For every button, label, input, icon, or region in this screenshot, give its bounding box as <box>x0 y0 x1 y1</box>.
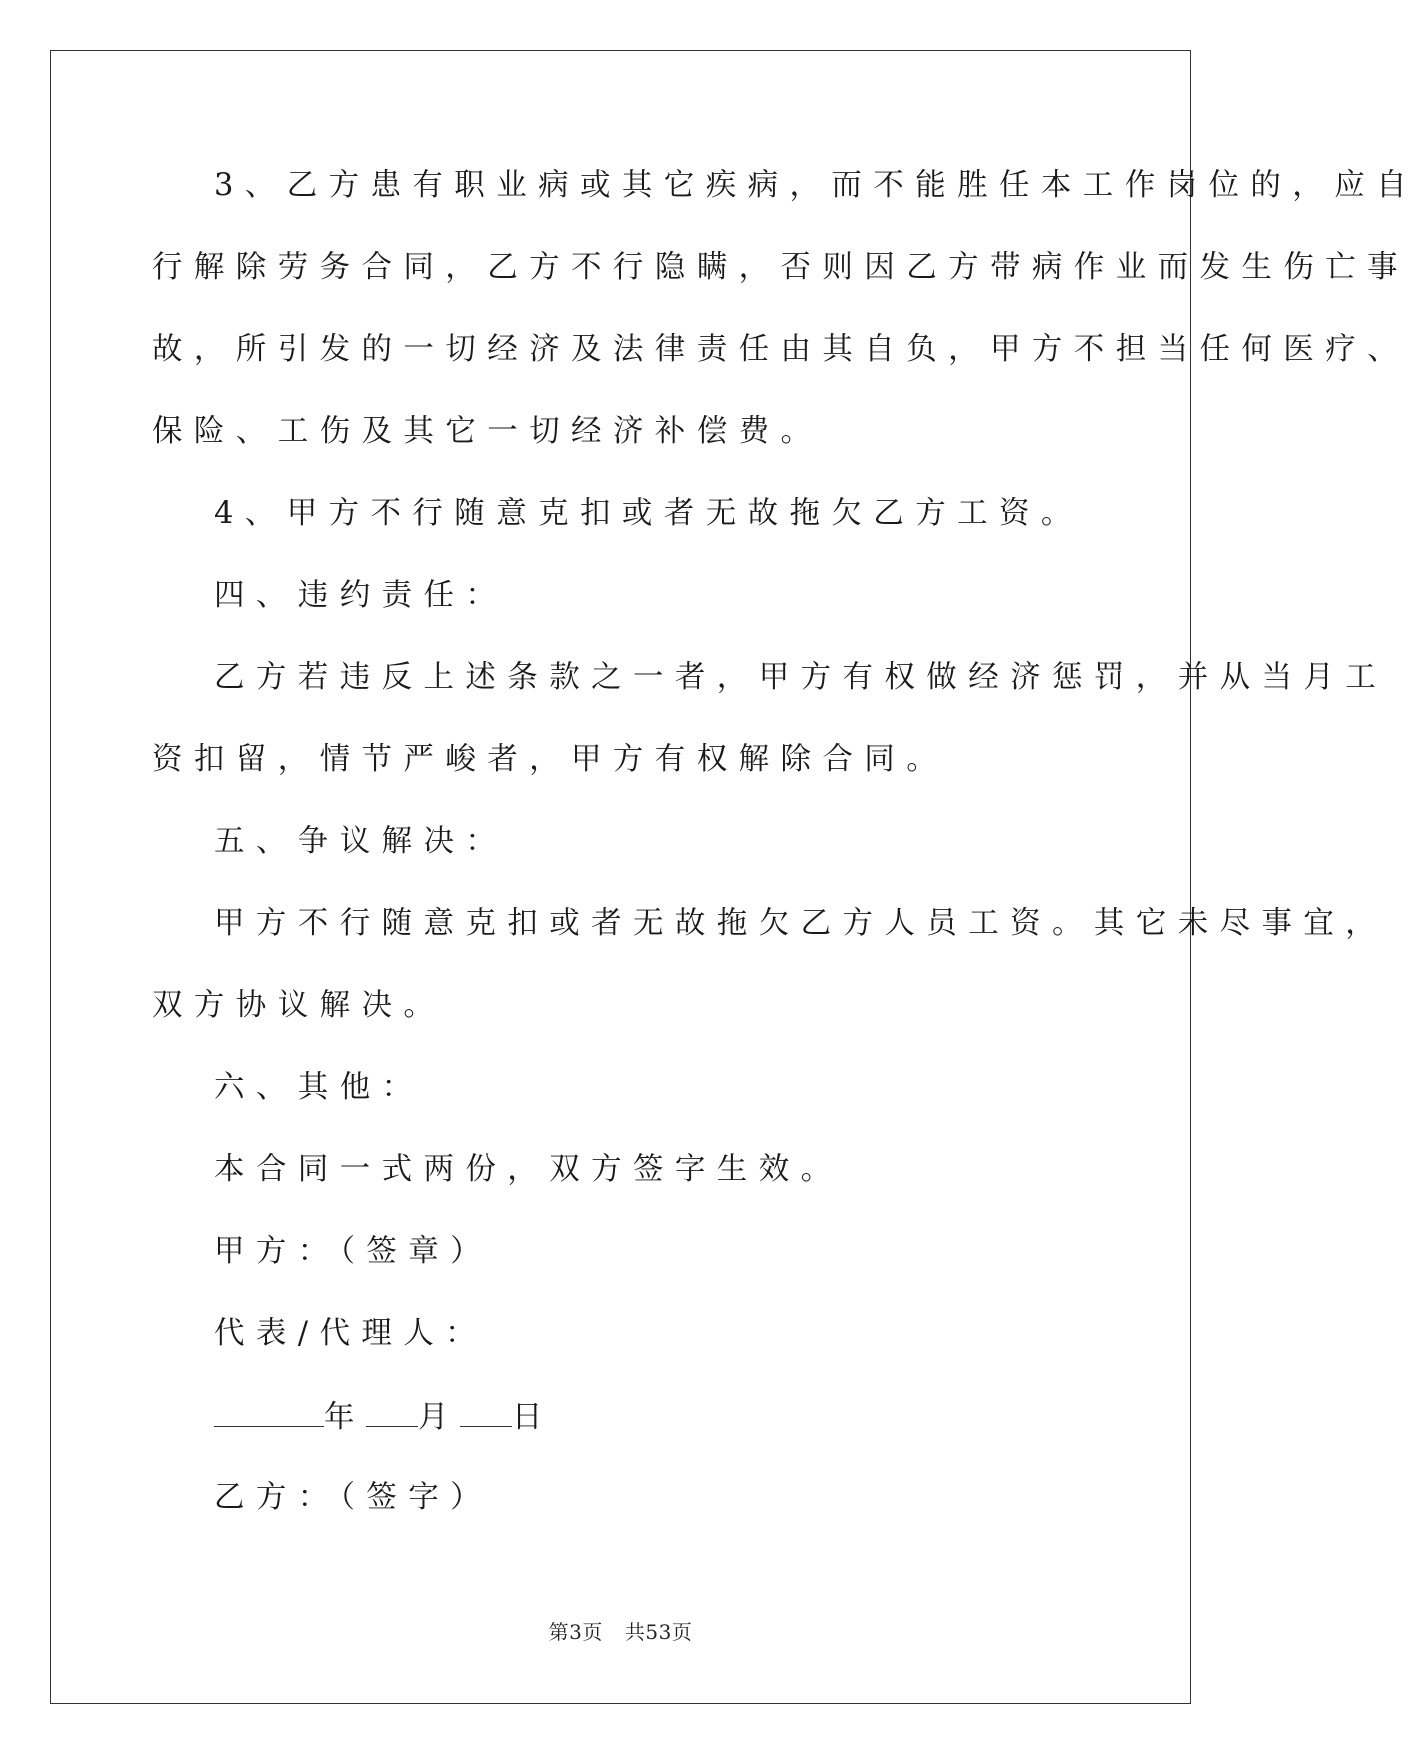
paragraph-line: 双方协议解决。 <box>152 988 446 1023</box>
total-prefix: 共 <box>624 1620 646 1644</box>
month-blank <box>366 1390 418 1427</box>
paragraph-line: 保险、工伤及其它一切经济补偿费。 <box>152 414 823 449</box>
day-label: 日 <box>511 1400 554 1435</box>
year-blank <box>214 1390 324 1427</box>
paragraph-line: 乙方若违反上述条款之一者，甲方有权做经济惩罚，并从当月工 <box>214 660 1388 695</box>
section-heading: 五、争议解决： <box>214 824 508 859</box>
section-heading: 四、违约责任： <box>214 578 508 613</box>
paragraph-line: 甲方不行随意克扣或者无故拖欠乙方人员工资。其它未尽事宜， <box>214 906 1388 941</box>
month-label: 月 <box>417 1400 460 1435</box>
party-a-signature: 甲方：（签章） <box>214 1234 493 1269</box>
paragraph-line: 4、甲方不行随意克扣或者无故拖欠乙方工资。 <box>214 496 1083 531</box>
page-prefix: 第 <box>548 1620 570 1644</box>
document-body <box>152 160 1418 1554</box>
paragraph-line: 故，所引发的一切经济及法律责任由其自负，甲方不担当任何医疗、 <box>152 332 1409 367</box>
page-suffix: 页 <box>582 1620 603 1644</box>
paragraph-line: 3、乙方患有职业病或其它疾病，而不能胜任本工作岗位的，应自 <box>214 168 1418 203</box>
day-blank <box>460 1390 512 1427</box>
section-heading: 六、其他： <box>214 1070 424 1105</box>
page-footer <box>0 1616 1241 1645</box>
party-b-signature: 乙方：（签字） <box>214 1480 493 1515</box>
paragraph-line: 行解除劳务合同，乙方不行隐瞒，否则因乙方带病作业而发生伤亡事 <box>152 250 1409 285</box>
representative-line: 代表/代理人： <box>214 1316 488 1351</box>
year-label: 年 <box>324 1400 366 1435</box>
page-number: 3 <box>569 1620 583 1644</box>
total-pages: 53 <box>645 1620 672 1644</box>
total-suffix: 页 <box>671 1620 693 1644</box>
date-line <box>152 1390 1092 1472</box>
paragraph-line: 本合同一式两份，双方签字生效。 <box>214 1152 843 1187</box>
paragraph-line: 资扣留，情节严峻者，甲方有权解除合同。 <box>152 742 949 777</box>
